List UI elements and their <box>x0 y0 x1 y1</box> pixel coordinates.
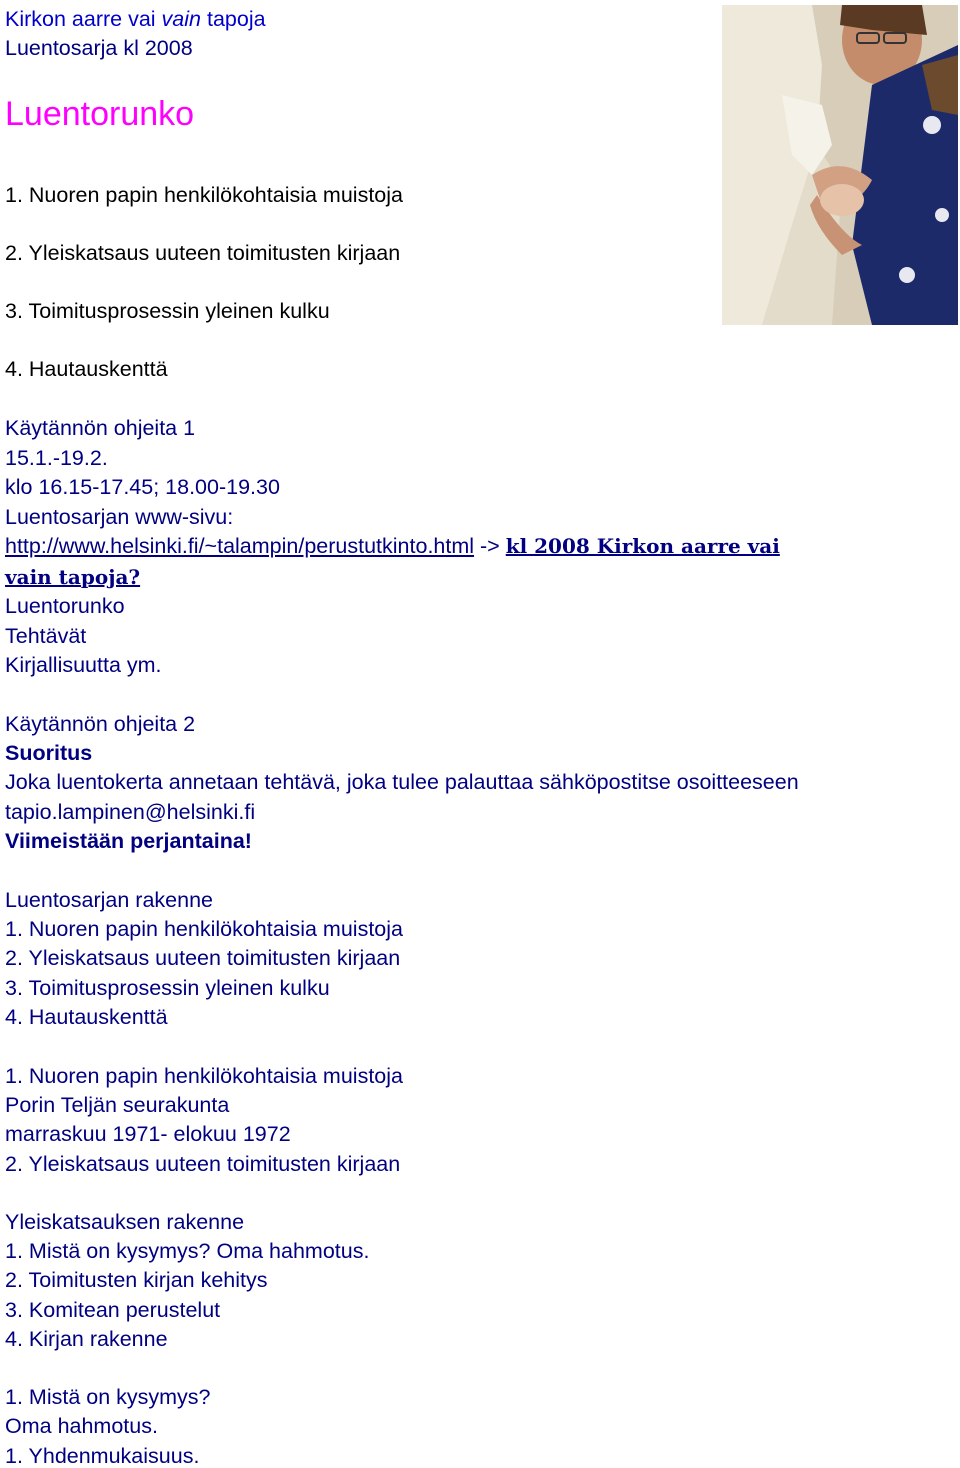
course-page-link[interactable]: kl 2008 Kirkon aarre vai <box>505 534 780 558</box>
practical1-item: Luentorunko <box>5 594 125 618</box>
structure-item: 2. Yleiskatsaus uuteen toimitusten kirjaan <box>5 946 401 970</box>
contact-email: tapio.lampinen@helsinki.fi <box>5 800 256 824</box>
overview-item: 2. Toimitusten kirjan kehitys <box>5 1268 268 1292</box>
final-line: Oma hahmotus. <box>5 1414 158 1438</box>
outline-item: 4. Hautauskenttä <box>5 357 168 381</box>
structure-heading: Luentosarjan rakenne <box>5 888 213 912</box>
document-title <box>5 9 266 31</box>
outline-item: 2. Yleiskatsaus uuteen toimitusten kirjaan <box>5 241 401 265</box>
final-heading: 1. Mistä on kysymys? <box>5 1385 211 1409</box>
final-line: 1. Yhdenmukaisuus. <box>5 1444 200 1468</box>
practical1-time: klo 16.15-17.45; 18.00-19.30 <box>5 475 280 499</box>
baptism-photo <box>722 5 958 325</box>
outline-item: 3. Toimitusprosessin yleinen kulku <box>5 299 330 323</box>
practical1-web-label: Luentosarjan www-sivu: <box>5 505 234 529</box>
course-url-link[interactable]: http://www.helsinki.fi/~talampin/perustutkinto.html <box>5 534 475 558</box>
deadline-text: Viimeistään perjantaina! <box>5 829 252 853</box>
practical1-item: Tehtävät <box>5 624 87 648</box>
arrow-text: -> <box>474 534 506 558</box>
title-post: tapoja <box>201 7 266 31</box>
practical1-link-line <box>5 536 780 558</box>
practical2-heading: Käytännön ohjeita 2 <box>5 712 196 736</box>
section2-heading: 2. Yleiskatsaus uuteen toimitusten kirjaan <box>5 1152 401 1176</box>
course-page-link-cont[interactable]: vain tapoja? <box>5 565 141 589</box>
suoritus-heading: Suoritus <box>5 741 93 765</box>
document-subtitle: Luentosarja kl 2008 <box>5 36 193 60</box>
practical1-heading: Käytännön ohjeita 1 <box>5 416 196 440</box>
outline-item: 1. Nuoren papin henkilökohtaisia muistoja <box>5 183 403 207</box>
overview-heading: Yleiskatsauksen rakenne <box>5 1210 245 1234</box>
practical2-text: Joka luentokerta annetaan tehtävä, joka tulee palauttaa sähköpostitse osoitteeseen <box>5 770 799 794</box>
structure-item: 3. Toimitusprosessin yleinen kulku <box>5 976 330 1000</box>
practical1-item: Kirjallisuutta ym. <box>5 653 162 677</box>
overview-item: 1. Mistä on kysymys? Oma hahmotus. <box>5 1239 370 1263</box>
structure-item: 4. Hautauskenttä <box>5 1005 168 1029</box>
section1-heading: 1. Nuoren papin henkilökohtaisia muistoja <box>5 1064 403 1088</box>
section1-line: Porin Teljän seurakunta <box>5 1093 230 1117</box>
overview-item: 3. Komitean perustelut <box>5 1298 221 1322</box>
structure-item: 1. Nuoren papin henkilökohtaisia muistoja <box>5 917 403 941</box>
practical1-dates: 15.1.-19.2. <box>5 446 108 470</box>
page-heading: Luentorunko <box>5 95 195 133</box>
title-pre: Kirkon aarre vai <box>5 7 162 31</box>
title-italic: vain <box>161 7 201 31</box>
overview-item: 4. Kirjan rakenne <box>5 1327 168 1351</box>
section1-line: marraskuu 1971- elokuu 1972 <box>5 1122 291 1146</box>
